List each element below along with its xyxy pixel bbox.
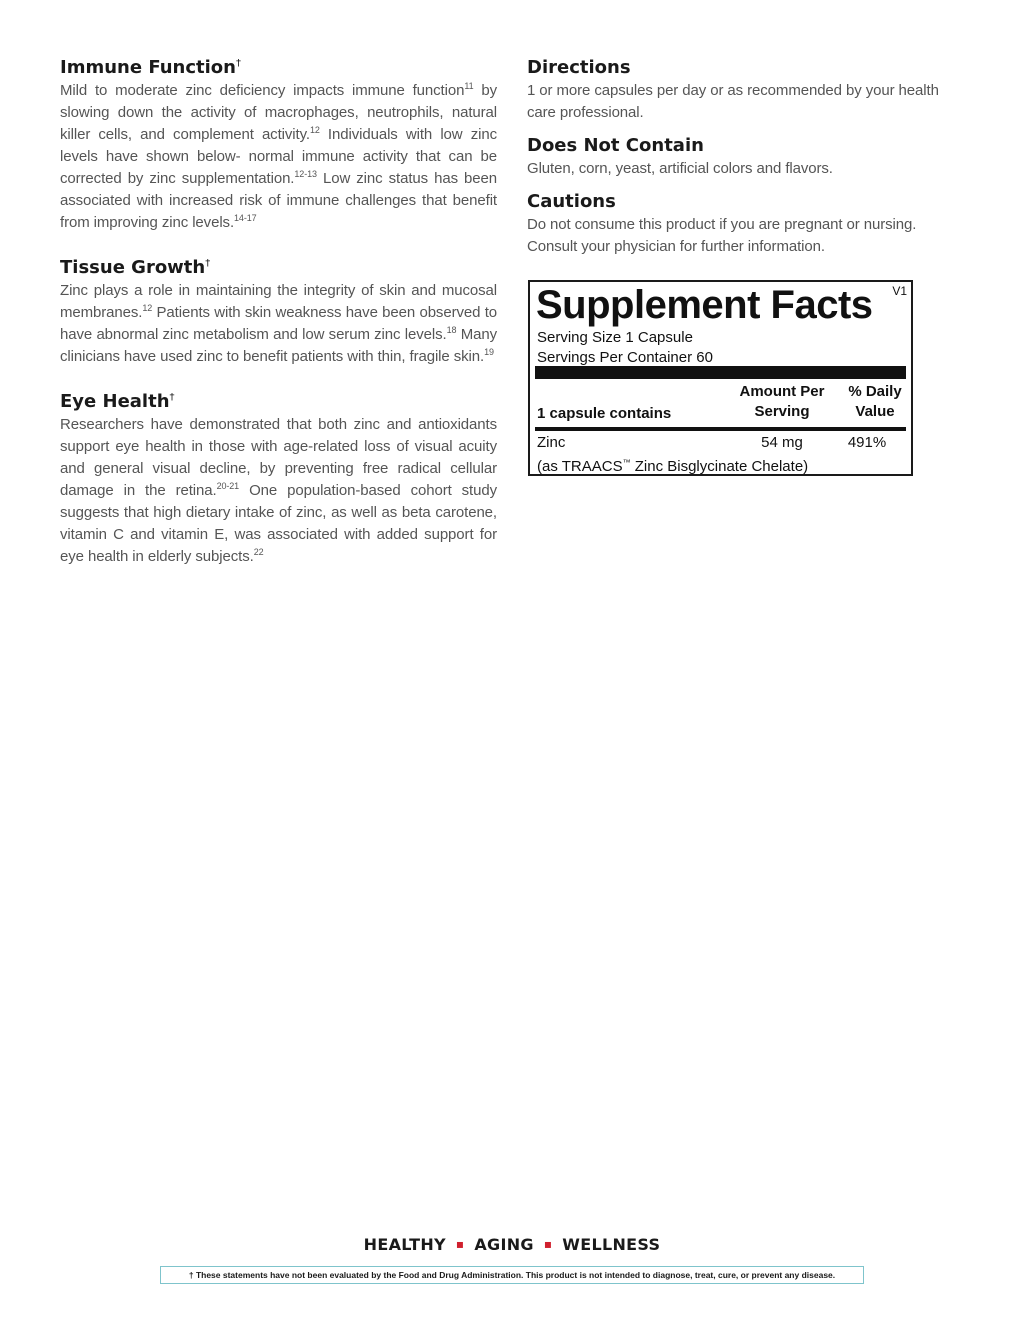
immune-function-text: Mild to moderate zinc deficiency impacts immune function$^{11}$ by slowing down the activity of macrophages, neutrophils, natural killer cells, and complement activity.$^{12}$ Individuals with low zinc levels have shown below- normal immune activity that can be corrected by zinc supplementation.$^{12-13}$ Low zinc status has been associated with increased risk of immune challenges that benefit from improving zinc levels.$^{14-17}$ — [60, 81, 498, 231]
supplement-facts-title: Supplement Facts — [536, 283, 873, 327]
ingredient-source: (as TRAACS™ Zinc Bisglycinate Chelate) — [537, 458, 809, 475]
serving-size: Serving Size 1 Capsule — [537, 329, 693, 346]
ingredient-amount: 54 mg — [761, 434, 803, 451]
left-column — [60, 56, 497, 590]
facts-header-row — [537, 382, 904, 424]
facts-version: V1 — [892, 284, 907, 298]
supplement-facts-panel — [528, 280, 913, 476]
directions-section — [527, 56, 967, 124]
immune-function-heading: Immune Function† — [60, 57, 241, 78]
thin-divider — [535, 427, 906, 431]
tagline-wellness: WELLNESS — [562, 1235, 661, 1254]
ingredient-daily-value: 491% — [847, 434, 887, 451]
does-not-contain-text: Gluten, corn, yeast, artificial colors and flavors. — [527, 160, 833, 177]
tissue-growth-heading: Tissue Growth† — [60, 257, 211, 278]
does-not-contain-heading: Does Not Contain — [527, 135, 704, 156]
tagline-aging: AGING — [474, 1235, 534, 1254]
tissue-growth-text: Zinc plays a role in maintaining the integrity of skin and mucosal membranes.$^{12}$ Patients with skin weakness have been observed to have abnormal zinc metabolism and low serum zinc levels.$^{18}$ Many clinicians have used zinc to benefit patients with thin, fragile skin.$^{19}$ — [60, 282, 497, 365]
right-column — [527, 56, 967, 268]
eye-health-heading: Eye Health† — [60, 391, 175, 412]
tissue-growth-section — [60, 256, 497, 368]
servings-per-container: Servings Per Container 60 — [537, 349, 713, 366]
tagline-separator: ▪ — [455, 1237, 465, 1251]
tagline-separator: ▪ — [543, 1237, 553, 1251]
cautions-heading: Cautions — [527, 191, 616, 212]
header-contains: 1 capsule contains — [537, 405, 672, 422]
directions-text: 1 or more capsules per day or as recommended by your health care professional. — [527, 82, 939, 121]
thick-divider — [535, 366, 906, 379]
header-daily-value: % Daily Value — [848, 383, 902, 420]
directions-heading: Directions — [527, 57, 631, 78]
eye-health-text: Researchers have demonstrated that both zinc and antioxidants support eye health in those with age-related loss of visual acuity and general visual decline, by preventing free radical cellular damage in the retina.$^{20-21}$ One population-based cohort study suggests that high dietary intake of zinc, as well as beta carotene, vitamin C and vitamin E, was associated with added support for eye health in elderly subjects.$^{22}$ — [60, 416, 497, 565]
serving-info — [537, 328, 713, 368]
immune-function-section — [60, 56, 497, 234]
fda-disclaimer: † These statements have not been evaluated by the Food and Drug Administration. This product is not intended to diagnose, treat, cure, or prevent any disease. — [160, 1266, 864, 1284]
tagline-healthy: HEALTHY — [363, 1235, 446, 1254]
does-not-contain-section — [527, 134, 967, 180]
cautions-text: Do not consume this product if you are pregnant or nursing. Consult your physician for further information. — [527, 216, 917, 255]
cautions-section — [527, 190, 967, 258]
footer-tagline — [0, 1235, 1024, 1254]
ingredient-name: Zinc — [537, 434, 566, 451]
header-amount: Amount Per Serving — [739, 383, 825, 420]
eye-health-section — [60, 390, 497, 568]
